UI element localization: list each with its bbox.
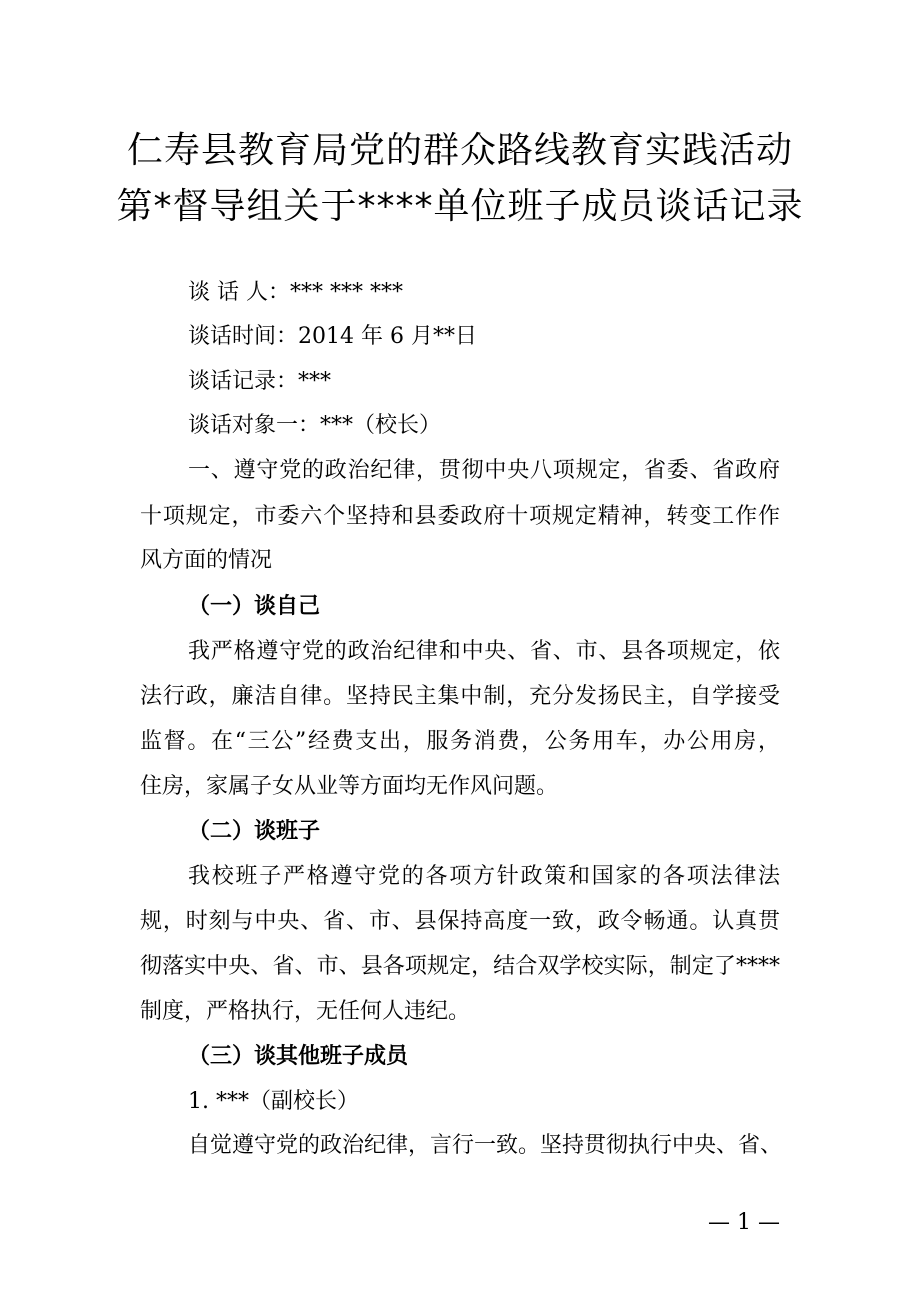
part-1-line-3: 监督。在“三公”经费支出，服务消费，公务用车，办公用房， [140, 729, 780, 754]
section-1-line-1: 一、遵守党的政治纪律，贯彻中央八项规定，省委、省政府 [188, 458, 780, 483]
part-1-line-1: 我严格遵守党的政治纪律和中央、省、市、县各项规定，依 [188, 639, 780, 664]
part-1-line-4: 住房，家属子女从业等方面均无作风问题。 [140, 774, 559, 799]
meta-subject: 谈话对象一：***（校长） [188, 413, 442, 438]
page-number: — 1 — [708, 1210, 780, 1235]
part-2-line-3: 彻落实中央、省、市、县各项规定，结合双学校实际，制定了**** [140, 954, 780, 979]
document-title-line-2: 第*督导组关于****单位班子成员谈话记录 [116, 186, 804, 227]
part-1-heading: （一）谈自己 [188, 594, 321, 619]
part-2-line-2: 规，时刻与中央、省、市、县保持高度一致，政令畅通。认真贯 [140, 909, 780, 934]
part-2-heading: （二）谈班子 [188, 819, 321, 844]
part-3-item-1: 1. ***（副校长） [188, 1089, 359, 1114]
meta-time: 谈话时间：2014 年 6 月**日 [188, 324, 477, 349]
part-2-line-1: 我校班子严格遵守党的各项方针政策和国家的各项法律法 [188, 864, 780, 889]
part-3-line-1: 自觉遵守党的政治纪律，言行一致。坚持贯彻执行中央、省、 [188, 1133, 783, 1158]
part-1-line-2: 法行政，廉洁自律。坚持民主集中制，充分发扬民主，自学接受 [140, 684, 780, 709]
meta-recorder: 谈话记录：*** [188, 369, 332, 394]
part-3-heading: （三）谈其他班子成员 [188, 1044, 409, 1069]
section-1-line-3: 风方面的情况 [140, 548, 273, 573]
part-2-line-4: 制度，严格执行，无任何人违纪。 [140, 999, 471, 1024]
document-title-line-1: 仁寿县教育局党的群众路线教育实践活动 [126, 130, 793, 171]
meta-talker: 谈 话 人：*** *** *** [188, 280, 403, 305]
section-1-line-2: 十项规定，市委六个坚持和县委政府十项规定精神，转变工作作 [140, 504, 780, 529]
